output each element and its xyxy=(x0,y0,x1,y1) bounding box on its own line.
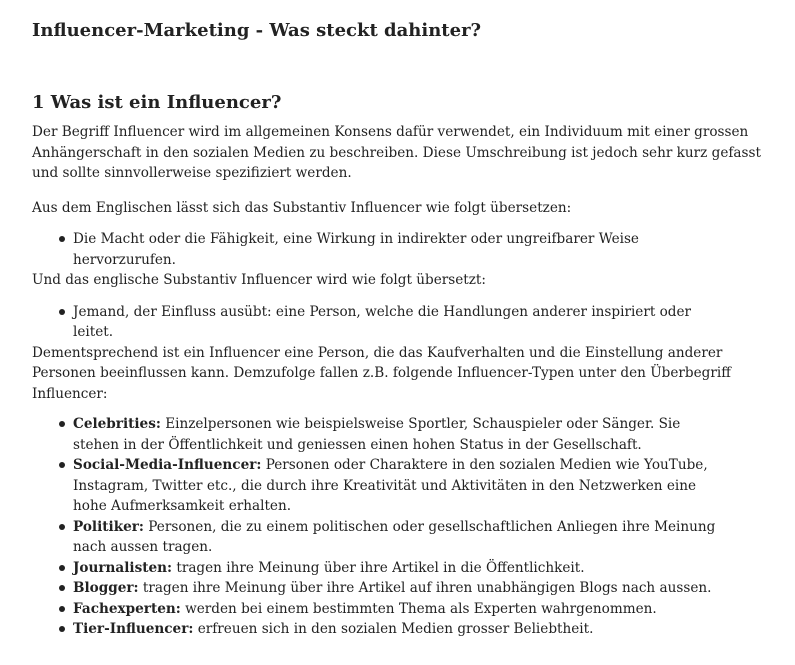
term-description: tragen ihre Meinung über ihre Artikel auf ihren unabhängigen Blogs nach aussen. xyxy=(138,580,712,596)
term-description: Personen oder Charaktere in den sozialen Medien wie YouTube, Instagram, Twitter etc., die durch ihre Kreativität und Aktivitäten in den Netzwerken eine hohe Aufmerksamkeit erhalten. xyxy=(73,457,708,514)
list-item-journalisten xyxy=(73,558,723,579)
term-label: Politiker: xyxy=(73,518,144,535)
list-item-social-media-influencer xyxy=(73,455,723,517)
term-description: Einzelpersonen wie beispielsweise Sportler, Schauspieler oder Sänger. Sie stehen in der Öffentlichkeit und geniessen einen hohen Status in der Gesellschaft. xyxy=(73,416,681,453)
page-title: Influencer-Marketing - Was steckt dahinter? xyxy=(32,20,482,41)
term-label: Social-Media-Influencer: xyxy=(73,457,262,473)
article-body xyxy=(32,122,772,640)
term-description: tragen ihre Meinung über ihre Artikel in die Öffentlichkeit. xyxy=(172,559,585,576)
term-label: Tier-Influencer: xyxy=(73,621,194,637)
term-label: Fachexperten: xyxy=(73,600,181,617)
translation-list-2 xyxy=(32,302,772,343)
paragraph-types-intro: Dementsprechend ist ein Influencer eine Person, die das Kaufverhalten und die Einstellung anderer Personen beeinflussen kann. Demzufolge fallen z.B. folgende Influencer-Typen unter den Überbegriff Influencer: xyxy=(32,344,731,402)
list-item-blogger xyxy=(73,578,723,599)
term-description: Personen, die zu einem politischen oder gesellschaftlichen Anliegen ihre Meinung nach aussen tragen. xyxy=(73,518,716,555)
list-item-fachexperten xyxy=(73,599,723,620)
term-description: erfreuen sich in den sozialen Medien grosser Beliebtheit. xyxy=(193,621,594,637)
paragraph-intro: Der Begriff Influencer wird im allgemeinen Konsens dafür verwendet, ein Individuum mit einer grossen Anhängerschaft in den sozialen Medien zu beschreiben. Diese Umschreibung ist jedoch sehr kurz gefasst und sollte sinnvollerweise spezifiziert werden. xyxy=(32,124,761,181)
influencer-types-list xyxy=(32,414,772,640)
list-item: Die Macht oder die Fähigkeit, eine Wirkung in indirekter oder ungreifbarer Weise hervorzurufen. xyxy=(73,229,673,270)
term-label: Celebrities: xyxy=(73,416,161,432)
term-label: Blogger: xyxy=(73,580,139,596)
list-item-tier-influencer xyxy=(73,619,723,640)
section-heading: 1 Was ist ein Influencer? xyxy=(32,92,282,113)
list-item-politiker xyxy=(73,517,723,558)
paragraph-translation-intro: Aus dem Englischen lässt sich das Substantiv Influencer wie folgt übersetzen: xyxy=(32,199,572,216)
term-description: werden bei einem bestimmten Thema als Experten wahrgenommen. xyxy=(180,600,657,617)
list-item: Jemand, der Einfluss ausübt: eine Person, welche die Handlungen anderer inspiriert oder leitet. xyxy=(73,302,713,343)
list-item-celebrities xyxy=(73,414,723,455)
paragraph-translation-second: Und das englische Substantiv Influencer wird wie folgt übersetzt: xyxy=(32,272,486,288)
term-label: Journalisten: xyxy=(73,559,173,576)
translation-list-1 xyxy=(32,229,673,270)
